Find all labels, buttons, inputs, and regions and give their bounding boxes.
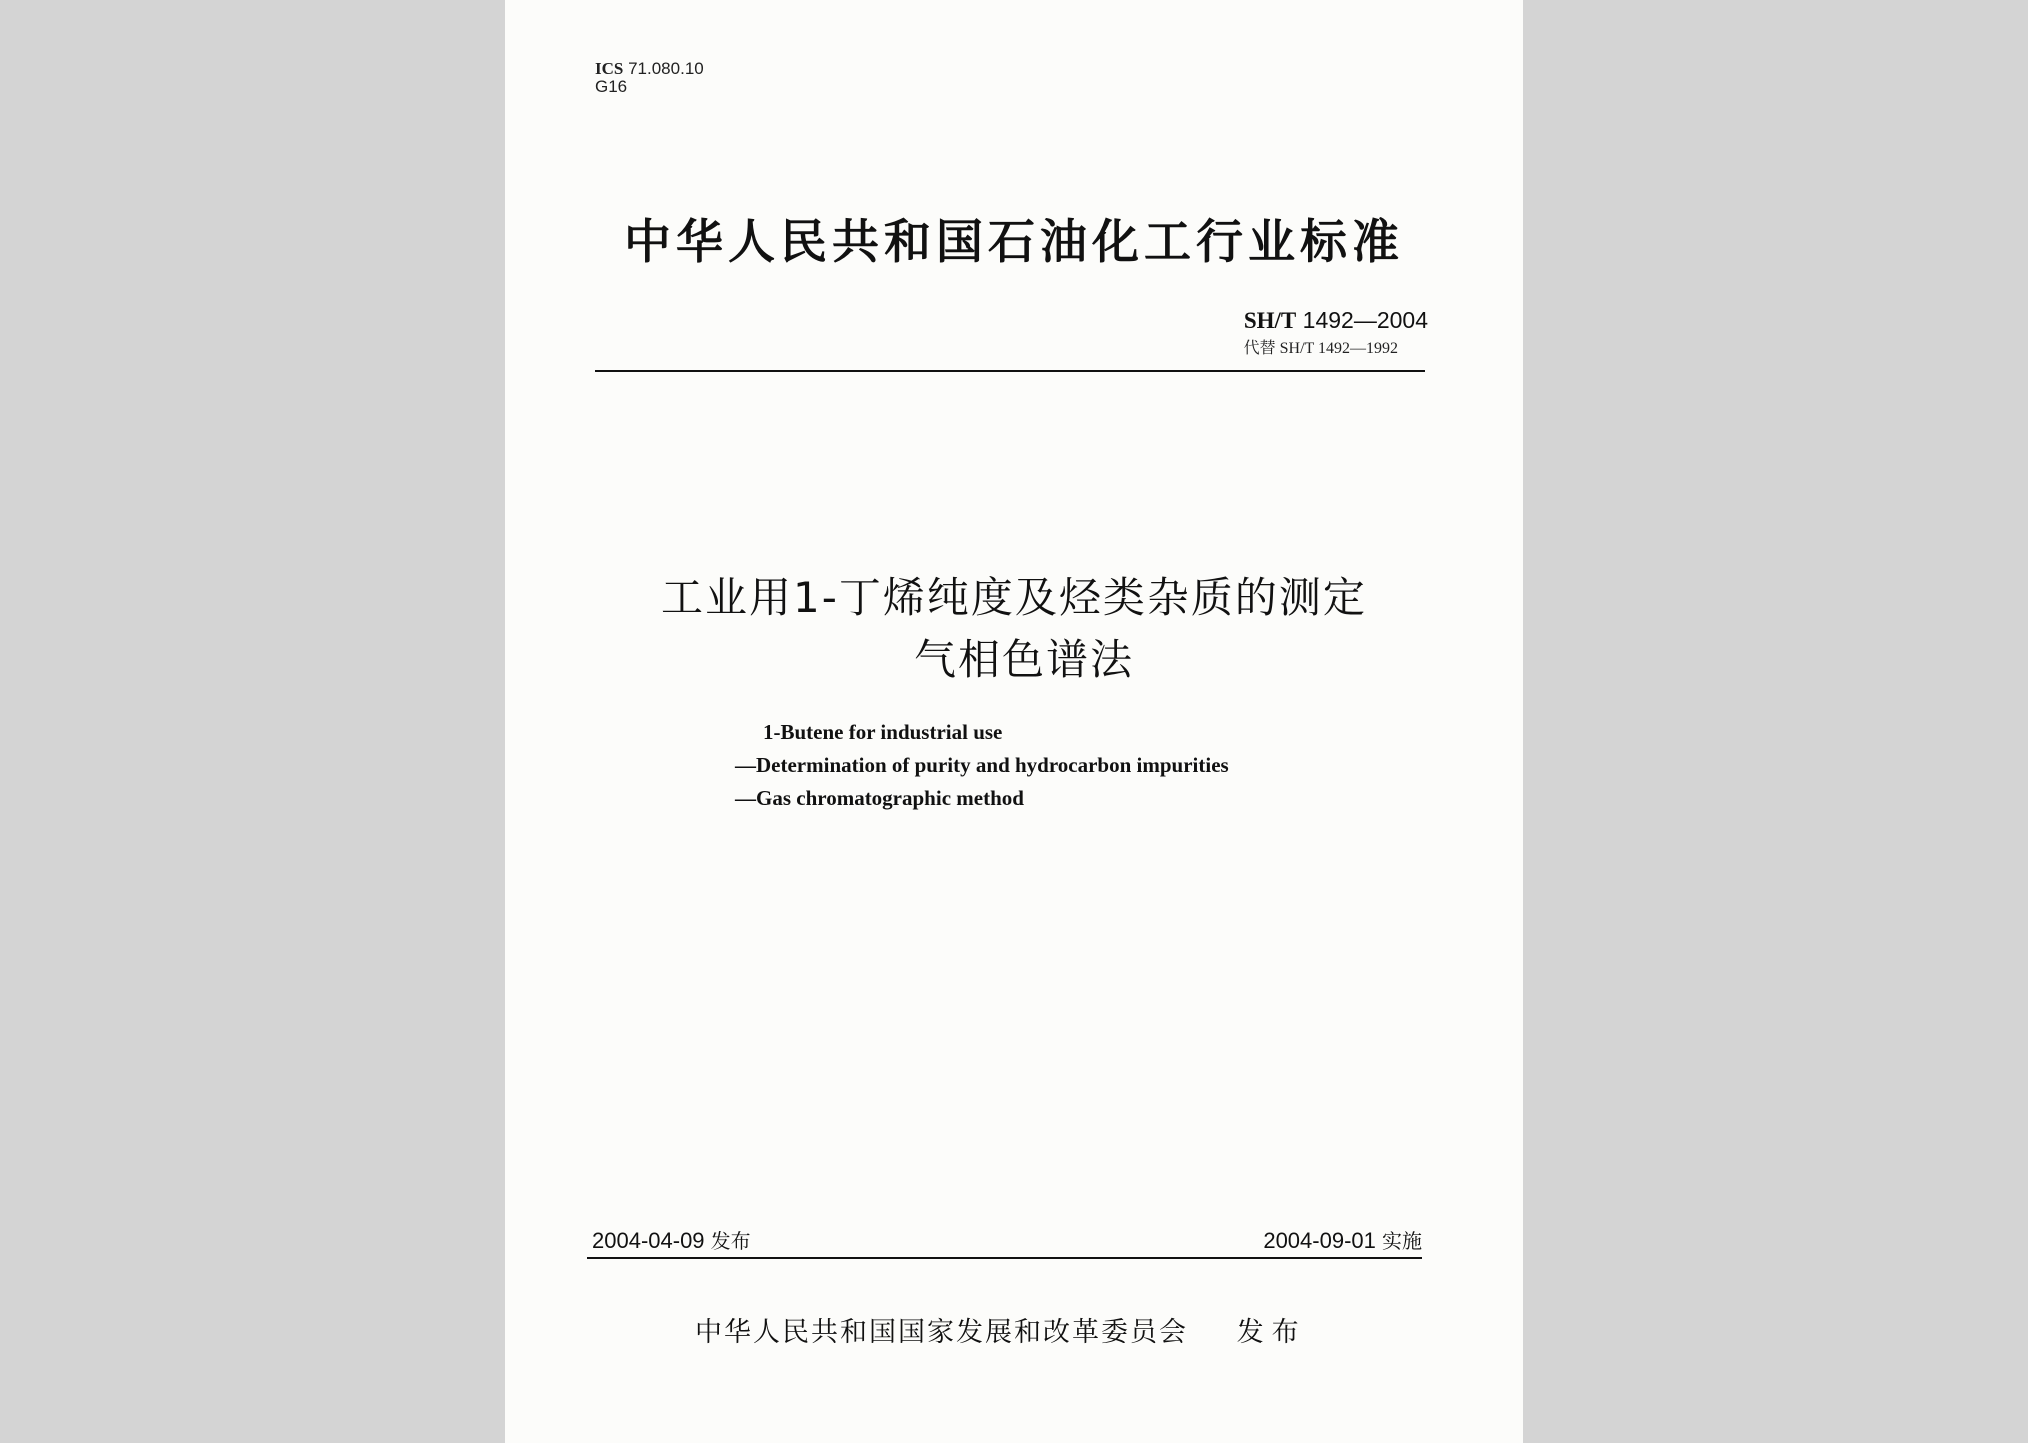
issuer-line (695, 1310, 1307, 1349)
standard-title: 中华人民共和国石油化工行业标准 (624, 215, 1404, 270)
issuer-action: 发布 (1236, 1317, 1307, 1348)
implement-date: 2004-09-01 (1263, 1228, 1376, 1253)
bottom-divider (587, 1257, 1422, 1259)
issue-date: 2004-04-09 (592, 1228, 705, 1253)
standard-number-prefix: SH/T (1243, 308, 1297, 333)
document-title-en (735, 716, 1229, 815)
document-title-cn-line1: 工业用1-丁烯纯度及烃类杂质的测定 (661, 573, 1367, 622)
document-title-cn (505, 567, 1523, 691)
document-title-en-line3: —Gas chromatographic method (735, 786, 1024, 810)
date-row (587, 1225, 1422, 1257)
implement-label: 实施 (1382, 1229, 1422, 1253)
top-divider (595, 370, 1425, 372)
standard-number (1244, 307, 1428, 334)
replaces-standard: 代替 SH/T 1492—1992 (1243, 340, 1398, 357)
issue-label: 发布 (710, 1229, 751, 1253)
implement-date-block (1263, 1225, 1422, 1254)
ics-code: 71.080.10 (628, 59, 704, 78)
ics-classification (595, 60, 704, 96)
ics-label: ICS (595, 59, 624, 78)
document-title-en-line2: —Determination of purity and hydrocarbon impurities (735, 753, 1229, 777)
classification-code: G16 (595, 77, 628, 96)
document-title-cn-line2: 气相色谱法 (913, 635, 1134, 684)
standard-number-value: 1492—2004 (1302, 307, 1428, 333)
document-page (505, 0, 1523, 1443)
issuer-name: 中华人民共和国国家发展和改革委员会 (695, 1317, 1188, 1348)
issue-date-block (592, 1225, 751, 1254)
document-title-en-line1: 1-Butene for industrial use (763, 720, 1003, 744)
ics-line (595, 60, 704, 78)
